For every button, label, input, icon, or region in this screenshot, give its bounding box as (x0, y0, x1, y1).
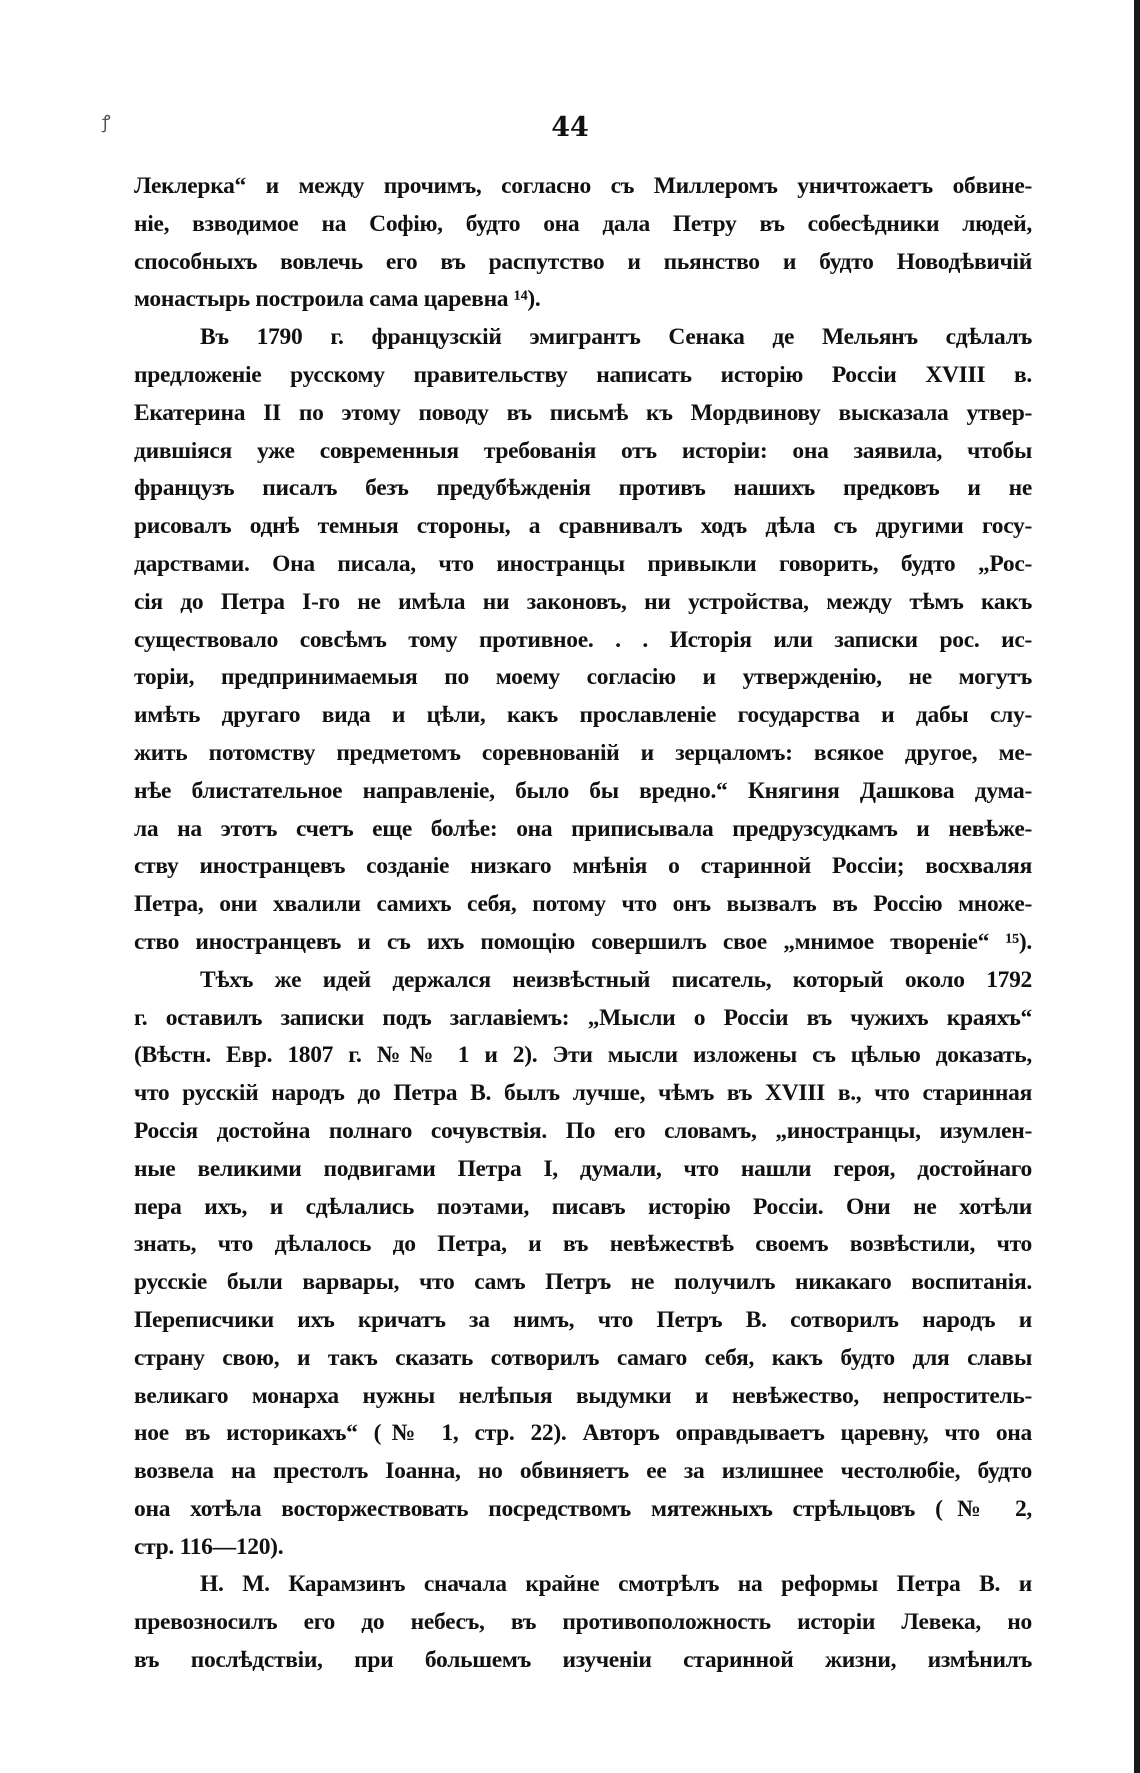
text-line: Екатерина II по этому поводу въ письмѣ къ Мордвинову высказала утвер- (134, 399, 1032, 426)
text-line: Леклерка“ и между прочимъ, согласно съ Миллеромъ уничтожаетъ обвине- (134, 173, 1032, 199)
text-line: въ послѣдствіи, при большемъ изученіи старинной жизни, измѣнилъ (134, 1647, 1032, 1674)
text-line: что русскій народъ до Петра В. былъ лучше, чѣмъ въ XVIII в., что старинная (134, 1080, 1032, 1107)
text-line: жить потомству предметомъ соревнованій и зерцаломъ: всякое другое, ме- (134, 739, 1032, 766)
text-line: нѣе блистательное направленіе, было бы вредно.“ Княгиня Дашкова дума- (134, 777, 1032, 804)
text-line: ное въ историкахъ“ (№ 1, стр. 22). Авторъ оправдываетъ царевну, что она (134, 1420, 1032, 1447)
text-line: Переписчики ихъ кричатъ за нимъ, что Петръ В. сотворилъ народъ и (134, 1306, 1032, 1333)
text-line: великаго монарха нужны нелѣпыя выдумки и невѣжество, непроститель- (134, 1382, 1032, 1409)
text-line: французъ писалъ безъ предубѣжденія противъ нашихъ предковъ и не (134, 475, 1032, 502)
scan-mark: ꝭ (102, 112, 111, 133)
text-line: знать, что дѣлалось до Петра, и въ невѣжествѣ своемъ возвѣстили, что (134, 1231, 1032, 1258)
text-line: Петра, они хвалили самихъ себя, потому что онъ вызвалъ въ Россію множе- (134, 891, 1032, 918)
text-line: имѣть другаго вида и цѣли, какъ прославленіе государства и дабы слу- (134, 702, 1032, 729)
text-line: г. оставилъ записки подъ заглавіемъ: „Мысли о Россіи въ чужихъ краяхъ“ (134, 1004, 1032, 1031)
text-line: торіи, предпринимаемыя по моему согласію и утвержденію, не могутъ (134, 664, 1032, 691)
text-line: ла на этотъ счетъ еще болѣе: она приписывала предрузсудкамъ и невѣже- (134, 815, 1032, 842)
text-line: она хотѣла восторжествовать посредствомъ мятежныхъ стрѣльцовъ (№ 2, (134, 1495, 1032, 1522)
text-line: дарствами. Она писала, что иностранцы привыкли говорить, будто „Рос- (134, 550, 1032, 577)
text-line: Россія достойна полнаго сочувствія. По его словамъ, „иностранцы, изумлен- (134, 1117, 1032, 1144)
text-line: ные великими подвигами Петра I, думали, что нашли героя, достойнаго (134, 1155, 1032, 1182)
text-line: пера ихъ, и сдѣлались поэтами, писавъ исторію Россіи. Они не хотѣли (134, 1193, 1032, 1220)
text-line: Въ 1790 г. французскій эмигрантъ Сенака де Мельянъ сдѣлалъ (200, 324, 1032, 351)
text-line: монастырь построила сама царевна ¹⁴). (134, 286, 541, 313)
page-edge (1134, 0, 1140, 1773)
text-line: (Вѣстн. Евр. 1807 г. №№ 1 и 2). Эти мысли изложены съ цѣлью доказать, (134, 1042, 1032, 1069)
text-line: возвела на престолъ Іоанна, но обвиняетъ ее за излишнее честолюбіе, будто (134, 1458, 1032, 1485)
text-line: сія до Петра I-го не имѣла ни законовъ, ни устройства, между тѣмъ какъ (134, 588, 1032, 615)
text-line: Н. М. Карамзинъ сначала крайне смотрѣлъ на реформы Петра В. и (200, 1571, 1032, 1598)
text-line: существовало совсѣмъ тому противное. . . Исторія или записки рос. ис- (134, 626, 1032, 653)
text-line: превозносилъ его до небесъ, въ противоположность исторіи Левека, но (134, 1609, 1032, 1636)
text-line: дившіяся уже современныя требованія отъ исторіи: она заявила, чтобы (134, 437, 1032, 464)
text-line: ству иностранцевъ созданіе низкаго мнѣнія о старинной Россіи; восхваляя (134, 853, 1032, 880)
text-line: ство иностранцевъ и съ ихъ помощію совершилъ свое „мнимое твореніе“ ¹⁵). (134, 928, 1032, 955)
body-text (134, 168, 1032, 1680)
text-line: русскіе были варвары, что самъ Петръ не получилъ никакаго воспитанія. (134, 1269, 1032, 1296)
text-line: стр. 116—120). (134, 1533, 284, 1560)
page-number: 44 (551, 112, 589, 143)
text-line: предложеніе русскому правительству написать исторію Россіи XVIII в. (134, 361, 1032, 388)
text-line: ніе, взводимое на Софію, будто она дала Петру въ собесѣдники людей, (134, 210, 1032, 237)
text-line: Тѣхъ же идей держался неизвѣстный писатель, который около 1792 (200, 966, 1032, 993)
text-line: страну свою, и такъ сказать сотворилъ самаго себя, какъ будто для славы (134, 1344, 1032, 1371)
text-line: рисовалъ однѣ темныя стороны, а сравнивалъ ходъ дѣла съ другими госу- (134, 513, 1032, 540)
text-line: способныхъ вовлечь его въ распутство и пьянство и будто Новодѣвичій (134, 248, 1032, 275)
